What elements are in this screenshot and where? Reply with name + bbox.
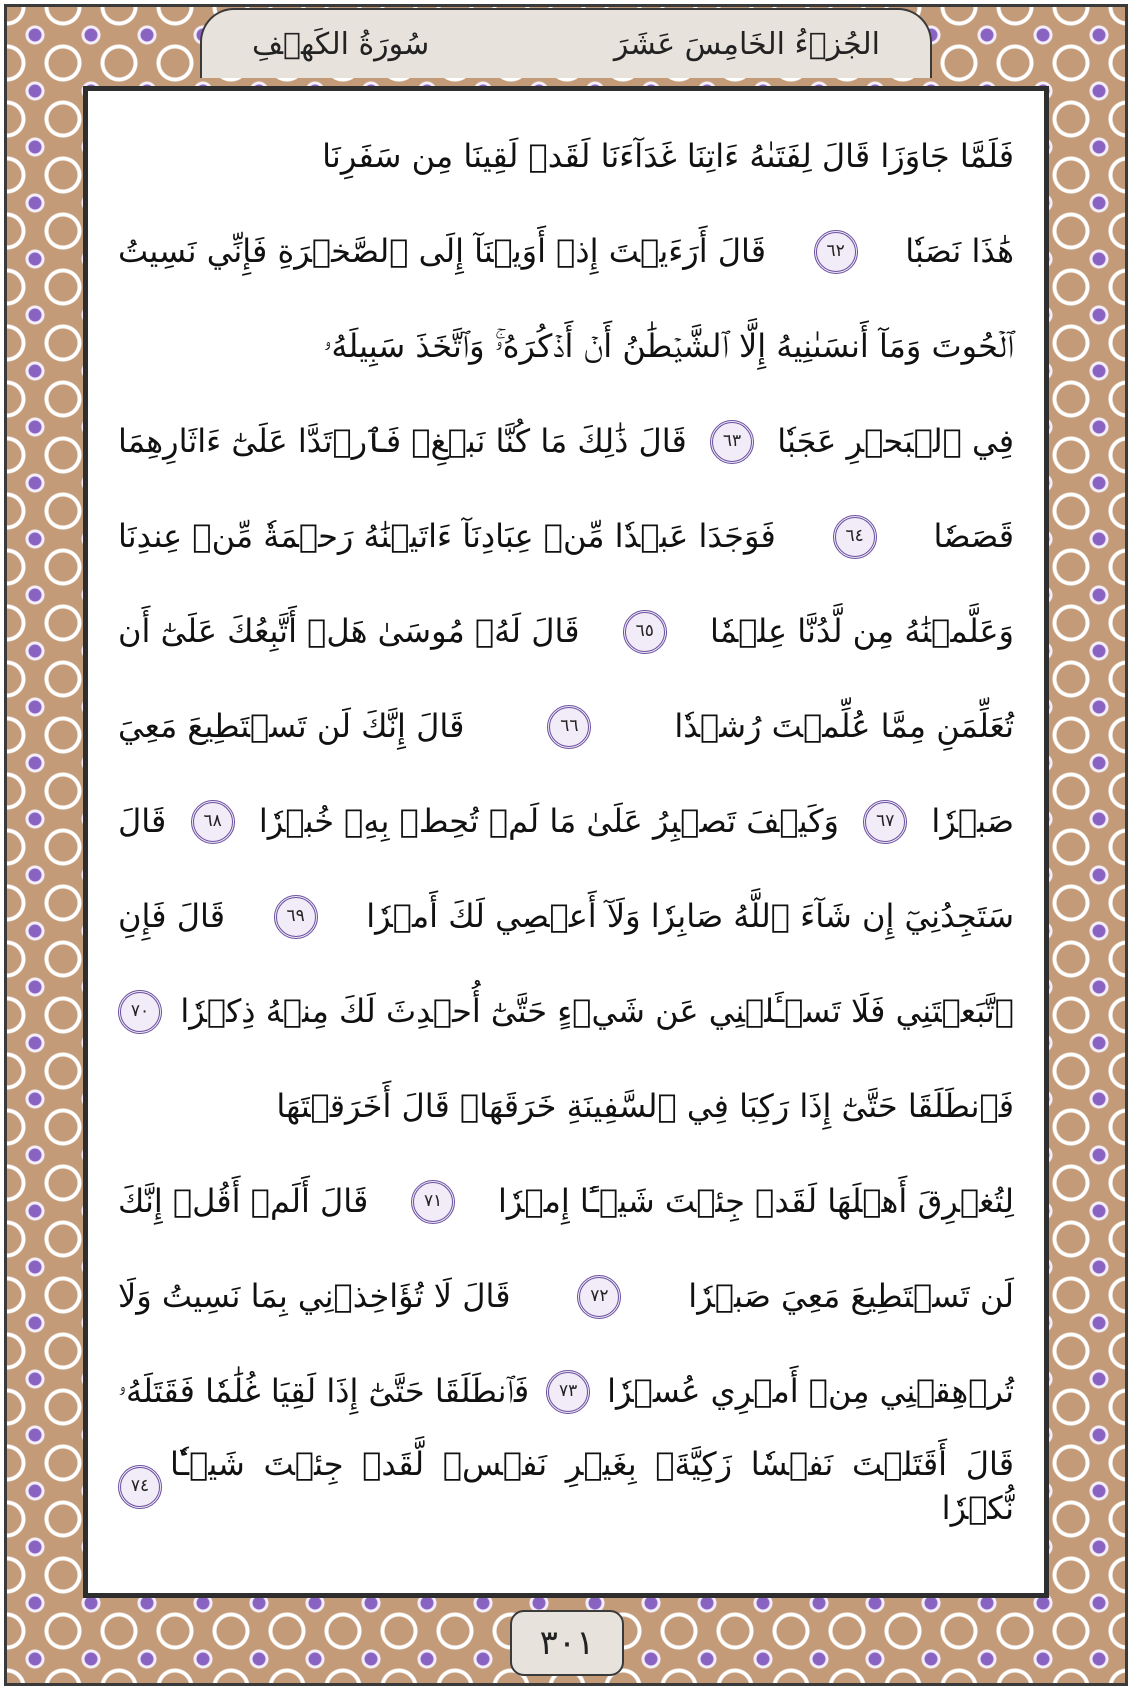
verse-text: هَٰذَا نَصَبٗا bbox=[905, 231, 1014, 270]
verse-text: لَن تَسۡتَطِيعَ مَعِيَ صَبۡرٗا bbox=[688, 1276, 1014, 1315]
ayah-marker: ٦٨ bbox=[191, 800, 235, 844]
text-line bbox=[118, 964, 1014, 1059]
text-line bbox=[118, 394, 1014, 489]
ayah-marker: ٦٧ bbox=[863, 800, 907, 844]
text-panel bbox=[83, 86, 1049, 1598]
verse-text: سَتَجِدُنِيٓ إِن شَآءَ ٱللَّهُ صَابِرٗا وَلَآ أَعۡصِي لَكَ أَمۡرٗا bbox=[366, 896, 1014, 935]
verse-text: قَالَ إِنَّكَ لَن تَسۡتَطِيعَ مَعِيَ bbox=[118, 706, 465, 745]
text-line bbox=[118, 1344, 1014, 1439]
surah-title: سُورَةُ الكَهۡفِ bbox=[252, 26, 430, 62]
verse-text: وَعَلَّمۡنَٰهُ مِن لَّدُنَّا عِلۡمٗا bbox=[709, 611, 1014, 650]
verse-text: قَالَ bbox=[118, 801, 167, 840]
verse-text: قَالَ ذَٰلِكَ مَا كُنَّا نَبۡغِۚ فَٱرۡتَدَّا عَلَىٰٓ ءَاثَارِهِمَا bbox=[118, 421, 687, 460]
ayah-marker: ٧٠ bbox=[118, 990, 162, 1034]
page-header bbox=[200, 8, 932, 78]
juz-title: الجُزۡءُ الخَامِسَ عَشَرَ bbox=[613, 26, 880, 62]
ayah-marker: ٧٢ bbox=[577, 1275, 621, 1319]
verse-text: قَالَ لَهُۥ مُوسَىٰ هَلۡ أَتَّبِعُكَ عَلَىٰٓ أَن bbox=[118, 611, 580, 650]
verse-text: قَالَ لَا تُؤَاخِذۡنِي بِمَا نَسِيتُ وَلَا bbox=[118, 1276, 511, 1315]
quran-text bbox=[118, 109, 1014, 1534]
ayah-marker: ٦٢ bbox=[814, 230, 858, 274]
text-line bbox=[118, 109, 1014, 204]
verse-text: لِتُغۡرِقَ أَهۡلَهَا لَقَدۡ جِئۡتَ شَيۡـًٔا إِمۡرٗا bbox=[497, 1181, 1014, 1220]
verse-text: قَصَصٗا bbox=[933, 516, 1014, 555]
text-line bbox=[118, 299, 1014, 394]
text-line bbox=[118, 489, 1014, 584]
text-line bbox=[118, 1439, 1014, 1534]
ayah-marker: ٧١ bbox=[411, 1180, 455, 1224]
verse-text: وَكَيۡفَ تَصۡبِرُ عَلَىٰ مَا لَمۡ تُحِطۡ بِهِۦ خُبۡرٗا bbox=[258, 801, 839, 840]
verse-text: صَبۡرٗا bbox=[931, 801, 1014, 840]
ayah-marker: ٧٤ bbox=[118, 1465, 162, 1509]
text-line bbox=[118, 1059, 1014, 1154]
ayah-marker: ٦٥ bbox=[623, 610, 667, 654]
verse-text: فِي ٱلۡبَحۡرِ عَجَبٗا bbox=[777, 421, 1014, 460]
ayah-marker: ٦٣ bbox=[710, 420, 754, 464]
ayah-marker: ٦٦ bbox=[547, 705, 591, 749]
verse-text: قَالَ فَإِنِ bbox=[118, 896, 226, 935]
verse-text: قَالَ أَرَءَيۡتَ إِذۡ أَوَيۡنَآ إِلَى ٱلصَّخۡرَةِ فَإِنِّي نَسِيتُ bbox=[118, 231, 767, 270]
verse-text: فَٱنطَلَقَا حَتَّىٰٓ إِذَا لَقِيَا غُلَٰمٗا فَقَتَلَهُۥ bbox=[118, 1371, 530, 1410]
verse-text: تُرۡهِقۡنِي مِنۡ أَمۡرِي عُسۡرٗا bbox=[607, 1371, 1014, 1410]
text-line bbox=[118, 679, 1014, 774]
verse-text: فَلَمَّا جَاوَزَا قَالَ لِفَتَىٰهُ ءَاتِنَا غَدَآءَنَا لَقَدۡ لَقِينَا مِن سَفَرِنَا bbox=[322, 136, 1014, 175]
text-line bbox=[118, 1249, 1014, 1344]
verse-text: تُعَلِّمَنِ مِمَّا عُلِّمۡتَ رُشۡدٗا bbox=[674, 706, 1014, 745]
verse-text: ٱتَّبَعۡتَنِي فَلَا تَسۡـَٔلۡنِي عَن شَيۡءٍ حَتَّىٰٓ أُحۡدِثَ لَكَ مِنۡهُ ذِكۡرٗا bbox=[180, 991, 1014, 1030]
verse-text: ٱلۡحُوتَ وَمَآ أَنسَىٰنِيهُ إِلَّا ٱلشَّيۡطَٰنُ أَنۡ أَذۡكُرَهُۥۚ وَٱتَّخَذَ سَبِيلَهُۥ bbox=[323, 326, 1014, 365]
verse-text: قَالَ أَقَتَلۡتَ نَفۡسٗا زَكِيَّةَۢ بِغَيۡرِ نَفۡسٖ لَّقَدۡ جِئۡتَ شَيۡـٔٗا نُّكۡرٗا bbox=[170, 1445, 1014, 1527]
text-line bbox=[118, 1154, 1014, 1249]
verse-text: قَالَ أَلَمۡ أَقُلۡ إِنَّكَ bbox=[118, 1181, 369, 1220]
ayah-marker: ٦٤ bbox=[833, 515, 877, 559]
verse-text: فَوَجَدَا عَبۡدٗا مِّنۡ عِبَادِنَآ ءَاتَيۡنَٰهُ رَحۡمَةٗ مِّنۡ عِندِنَا bbox=[118, 516, 776, 555]
verse-text: فَٱنطَلَقَا حَتَّىٰٓ إِذَا رَكِبَا فِي ٱلسَّفِينَةِ خَرَقَهَاۖ قَالَ أَخَرَقۡتَهَا bbox=[276, 1086, 1014, 1125]
page-number: ٣٠١ bbox=[510, 1610, 624, 1676]
text-line bbox=[118, 204, 1014, 299]
text-line bbox=[118, 774, 1014, 869]
ayah-marker: ٦٩ bbox=[274, 895, 318, 939]
text-line bbox=[118, 869, 1014, 964]
text-line bbox=[118, 584, 1014, 679]
ayah-marker: ٧٣ bbox=[546, 1370, 590, 1414]
